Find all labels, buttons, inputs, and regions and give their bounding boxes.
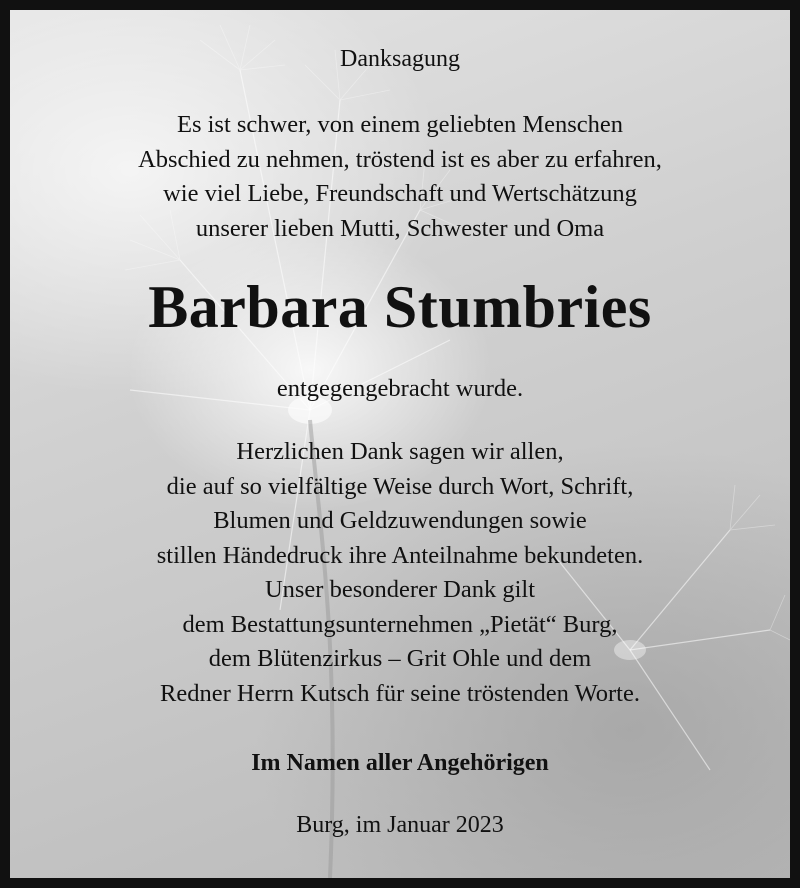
obituary-card (10, 10, 790, 878)
thanks-line: dem Bestattungsunternehmen „Pietät“ Burg, (182, 610, 618, 638)
thanks-line: Unser besonderer Dank gilt (264, 576, 536, 603)
thanks-line: Redner Herrn Kutsch für seine tröstenden Worte. (160, 679, 640, 707)
intro-line: unserer lieben Mutti, Schwester und Oma (195, 214, 605, 242)
intro-line: Es ist schwer, von einem geliebten Menschen (176, 111, 624, 138)
intro-line: wie viel Liebe, Freundschaft und Wertschätzung (163, 180, 637, 207)
intro-line: Abschied zu nehmen, tröstend ist es aber zu erfahren, (138, 145, 662, 173)
signature: Im Namen aller Angehörigen (251, 750, 549, 776)
thanks-paragraph (10, 435, 790, 711)
thanks-line: stillen Händedruck ihre Anteilnahme bekundeten. (156, 541, 644, 569)
heading: Danksagung (340, 46, 460, 72)
deceased-name: Barbara Stumbries (148, 274, 652, 340)
after-name-line: entgegengebracht wurde. (276, 375, 524, 402)
thanks-line: die auf so vielfältige Weise durch Wort, Schrift, (166, 472, 634, 500)
thanks-line: dem Blütenzirkus – Grit Ohle und dem (208, 645, 592, 672)
thanks-line: Herzlichen Dank sagen wir allen, (236, 438, 564, 465)
place-date: Burg, im Januar 2023 (296, 812, 504, 838)
thanks-line: Blumen und Geldzuwendungen sowie (213, 507, 587, 534)
intro-paragraph (10, 108, 790, 246)
